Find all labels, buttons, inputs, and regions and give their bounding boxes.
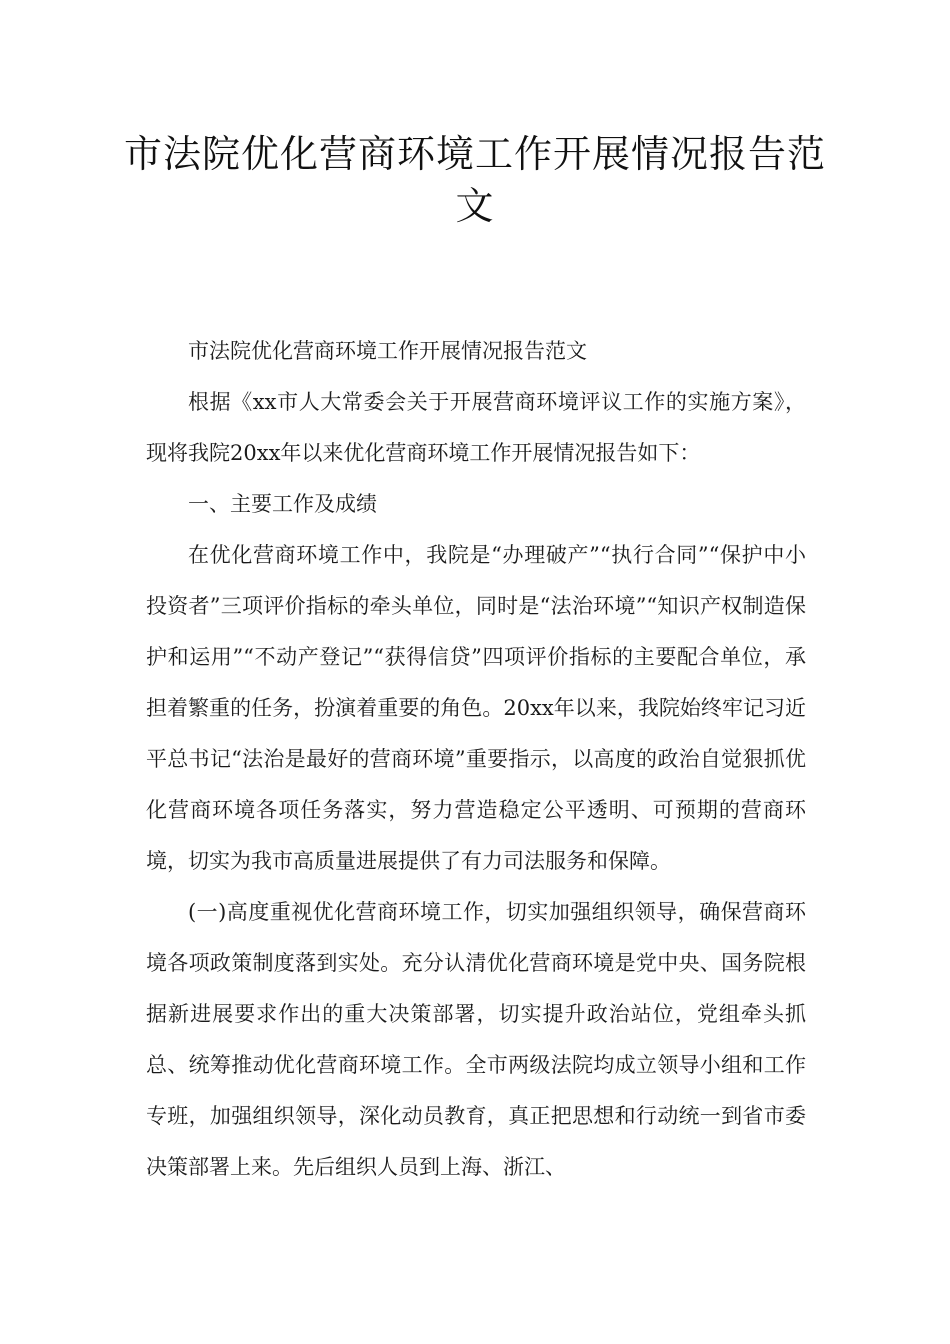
paragraph-intro: 根据《xx市人大常委会关于开展营商环境评议工作的实施方案》，现将我院20xx年以来优化营商环境工作开展情况报告如下： xyxy=(146,390,806,465)
document-body xyxy=(146,326,806,1193)
document-title: 市法院优化营商环境工作开展情况报告范文 xyxy=(123,132,826,228)
paragraph-subsection-one: (一)高度重视优化营商环境工作，切实加强组织领导，确保营商环境各项政策制度落到实处。充分认清优化营商环境是党中央、国务院根据新进展要求作出的重大决策部署，切实提升政治站位，党组牵头抓总、统筹推动优化营商环境工作。全市两级法院均成立领导小组和工作专班，加强组织领导，深化动员教育，真正把思想和行动统一到省市委决策部署上来。先后组织人员到上海、浙江、 xyxy=(146,900,806,1179)
paragraph-main-work: 在优化营商环境工作中，我院是“办理破产”“执行合同”“保护中小投资者”三项评价指标的牵头单位，同时是“法治环境”“知识产权制造保护和运用”“不动产登记”“获得信贷”四项评价指标的主要配合单位，承担着繁重的任务，扮演着重要的角色。20xx年以来，我院始终牢记习近平总书记“法治是最好的营商环境”重要指示，以高度的政治自觉狠抓优化营商环境各项任务落实，努力营造稳定公平透明、可预期的营商环境，切实为我市高质量进展提供了有力司法服务和保障。 xyxy=(146,543,806,873)
paragraph-subtitle: 市法院优化营商环境工作开展情况报告范文 xyxy=(188,339,587,363)
section-heading: 一、主要工作及成绩 xyxy=(188,492,377,516)
